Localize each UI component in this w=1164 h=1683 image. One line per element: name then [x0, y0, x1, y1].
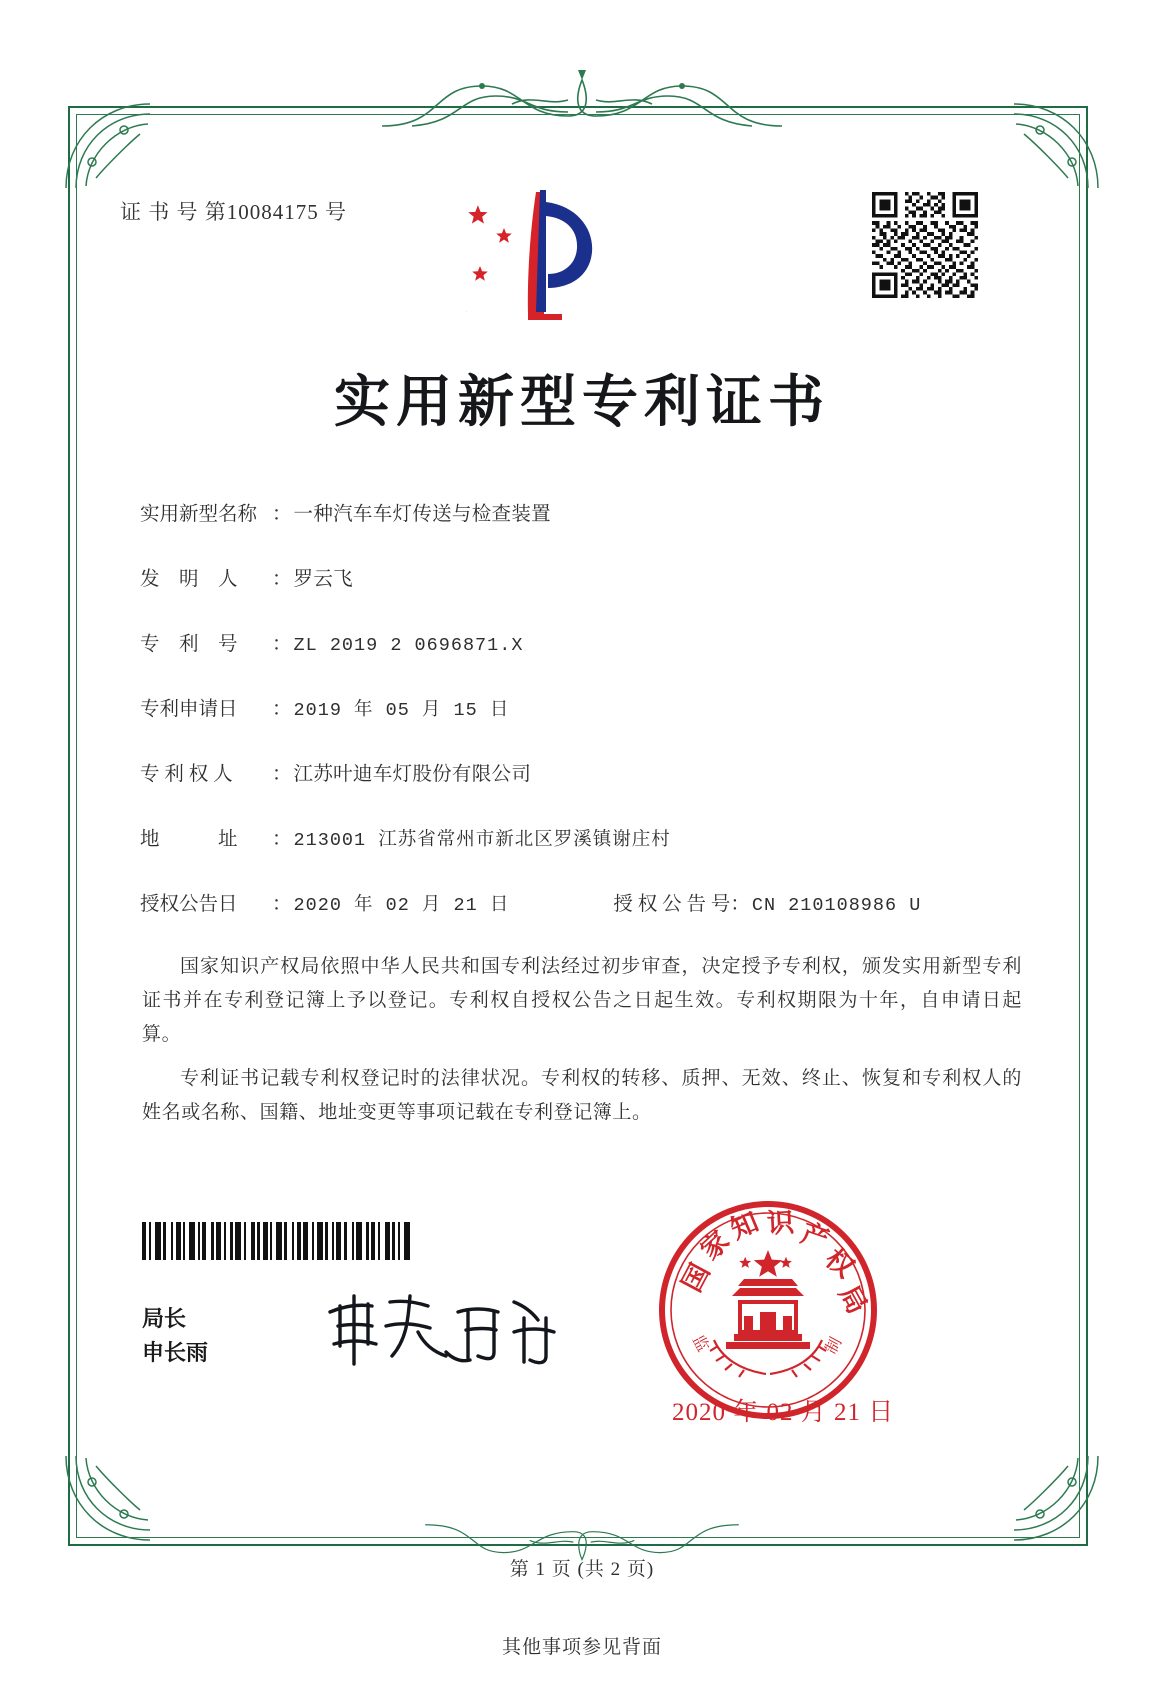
page-title: 实用新型专利证书	[334, 369, 830, 435]
svg-text:制: 制	[820, 1333, 846, 1357]
svg-text:产: 产	[796, 1217, 833, 1257]
field-value: 2019 年 05 月 15 日	[293, 700, 510, 721]
field-row-patent-name	[140, 498, 1000, 526]
field-list	[140, 498, 1000, 953]
field-value-secondary: CN 210108986 U	[751, 895, 922, 916]
field-colon: ：	[272, 829, 292, 850]
field-row-inventor	[140, 563, 1000, 591]
svg-text:监: 监	[688, 1331, 714, 1355]
field-value: 2020 年 02 月 21 日	[293, 895, 510, 916]
director-name: 申长雨	[142, 1340, 209, 1366]
seal-date: 2020 年 02 月 21 日	[672, 1399, 895, 1426]
svg-text:家: 家	[694, 1225, 736, 1267]
svg-text:国: 国	[676, 1258, 717, 1298]
field-value: 213001 江苏省常州市新北区罗溪镇谢庄村	[293, 830, 671, 851]
corner-ornament-bottom-left	[62, 1452, 154, 1544]
corner-ornament-bottom-right	[1010, 1452, 1102, 1544]
field-row-application-date	[140, 693, 1000, 721]
handwritten-signature	[318, 1282, 568, 1374]
svg-text:权: 权	[819, 1242, 860, 1285]
field-label-secondary: 授 权 公 告 号	[613, 894, 731, 915]
director-role: 局长	[142, 1306, 187, 1332]
corner-ornament-top-left	[62, 100, 154, 192]
field-colon: ：	[272, 569, 292, 590]
field-label: 专 利 号	[140, 634, 238, 655]
field-value: ZL 2019 2 0696871.X	[293, 635, 524, 656]
field-label: 专 利 权 人	[140, 764, 233, 785]
field-row-patent-number	[140, 628, 1000, 656]
field-label: 授权公告日	[140, 894, 238, 915]
field-label: 专利申请日	[140, 699, 238, 720]
signature-block	[142, 1302, 208, 1370]
svg-text:知: 知	[726, 1206, 764, 1246]
field-colon-secondary: ：	[730, 894, 750, 915]
field-label: 发 明 人	[140, 569, 238, 590]
field-row-grant-announcement	[140, 888, 1000, 916]
svg-text:局: 局	[832, 1280, 873, 1320]
cnipa-logo-icon	[466, 186, 598, 326]
field-value: 罗云飞	[293, 569, 353, 590]
field-value: 江苏叶迪车灯股份有限公司	[293, 764, 532, 785]
certificate-number: 证 书 号 第10084175 号	[120, 200, 347, 224]
svg-text:识: 识	[766, 1207, 795, 1240]
field-colon: ：	[272, 764, 292, 785]
back-side-note: 其他事项参见背面	[501, 1637, 662, 1658]
field-row-patentee	[140, 758, 1000, 786]
qr-code-icon	[872, 192, 978, 298]
corner-ornament-top-right	[1010, 100, 1102, 192]
barcode-icon	[142, 1222, 424, 1260]
field-colon: ：	[272, 504, 292, 525]
field-colon: ：	[272, 894, 292, 915]
top-flourish-ornament	[372, 70, 792, 132]
field-colon: ：	[272, 699, 292, 720]
page-number-footer: 第 1 页 (共 2 页)	[509, 1559, 655, 1580]
field-label: 地 址	[140, 829, 238, 850]
field-colon: ：	[272, 634, 292, 655]
field-label: 实用新型名称	[140, 504, 258, 525]
legal-paragraph-1: 国家知识产权局依照中华人民共和国专利法经过初步审查，决定授予专利权，颁发实用新型专利证书并在专利登记簿上予以登记。专利权自授权公告之日起生效。专利权期限为十年，自申请日起算。	[142, 956, 1022, 1045]
legal-paragraph-2: 专利证书记载专利权登记时的法律状况。专利权的转移、质押、无效、终止、恢复和专利权人的姓名或名称、国籍、地址变更等事项记载在专利登记簿上。	[142, 1068, 1022, 1123]
field-row-address	[140, 823, 1000, 851]
legal-text	[142, 950, 1022, 1140]
field-value: 一种汽车车灯传送与检查装置	[293, 504, 551, 525]
